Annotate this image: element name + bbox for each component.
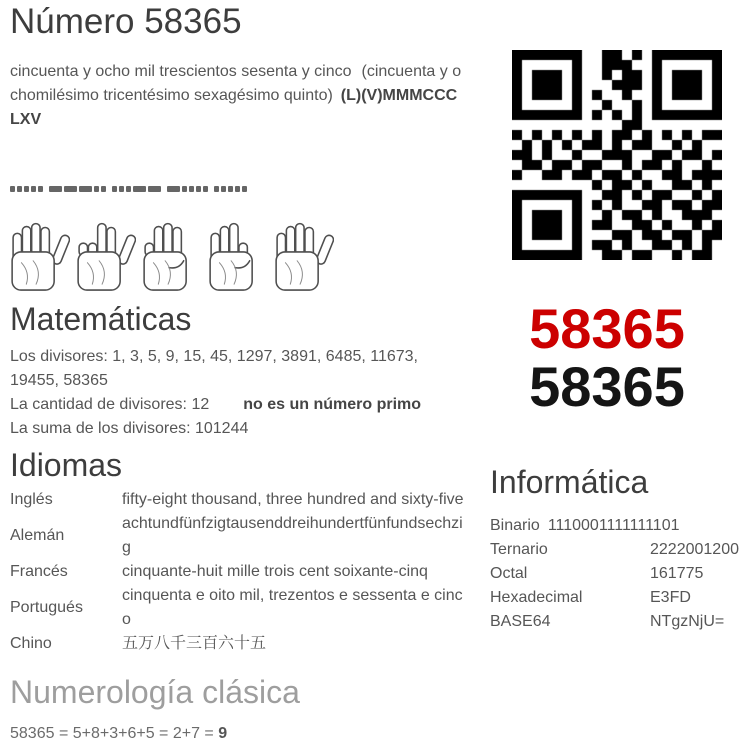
informatica-label: Octal: [490, 565, 528, 582]
language-label: Inglés: [10, 491, 53, 508]
morse-group: [214, 186, 247, 192]
morse-dot: [214, 186, 219, 192]
informatica-value: 161775: [650, 565, 704, 582]
morse-dot: [101, 186, 106, 192]
section-heading-idiomas: Idiomas: [10, 447, 123, 483]
morse-dot: [203, 186, 208, 192]
morse-group: [49, 186, 106, 192]
morse-dot: [242, 186, 247, 192]
informatica-label: BASE64: [490, 613, 551, 630]
morse-dot: [189, 186, 194, 192]
language-row: [10, 560, 472, 584]
section-heading-informatica: Informática: [490, 464, 649, 500]
language-value: cinquenta e oito mil, trezentos e sessenta e cinco: [122, 587, 463, 628]
morse-dot: [126, 186, 131, 192]
language-value: 五万八千三百六十五: [122, 635, 267, 652]
morse-dot: [182, 186, 187, 192]
language-value: achtundfünfzigtausenddreihundertfünfundsechzig: [122, 515, 463, 556]
qr-code: [512, 50, 722, 260]
languages-table: [10, 488, 472, 656]
cardinal-text: cincuenta y ocho mil trescientos sesenta y cinco: [10, 63, 352, 80]
language-value: fifty-eight thousand, three hundred and sixty-five: [122, 491, 464, 508]
morse-dash: [133, 186, 146, 192]
informatica-value: 2222001200: [650, 541, 739, 558]
morse-dot: [119, 186, 124, 192]
morse-group: [112, 186, 161, 192]
morse-dash: [49, 186, 62, 192]
morse-dot: [221, 186, 226, 192]
number-description: [10, 60, 465, 132]
number-red: 58365: [529, 297, 685, 360]
morse-dash: [79, 186, 92, 192]
divisor-count-text: [10, 393, 472, 417]
informatica-label: Hexadecimal: [490, 589, 583, 606]
language-label: Francés: [10, 563, 68, 580]
language-row: [10, 584, 472, 632]
morse-dot: [112, 186, 117, 192]
informatica-label: Binario: [490, 517, 540, 534]
section-heading-numerologia: Numerología clásica: [10, 674, 300, 710]
divisors-text: Los divisores: 1, 3, 5, 9, 15, 45, 1297, 3891, 6485, 11673, 19455, 58365: [10, 348, 418, 389]
divisor-sum-text: La suma de los divisores: 101244: [10, 420, 249, 437]
informatica-row: [490, 562, 740, 586]
morse-dot: [31, 186, 36, 192]
language-row: [10, 632, 472, 656]
informatica-row: [490, 586, 740, 610]
hand-sign-5-icon: [8, 207, 70, 293]
not-prime-text: no es un número primo: [243, 396, 422, 413]
morse-dot: [196, 186, 201, 192]
morse-code: [10, 186, 247, 192]
morse-dot: [10, 186, 15, 192]
informatica-table: [490, 514, 740, 634]
morse-dash: [64, 186, 77, 192]
language-label: Portugués: [10, 599, 83, 616]
ordinal-text: (cincuenta y ochomilésimo tricentésimo sexagésimo quinto): [10, 63, 462, 104]
morse-dot: [38, 186, 43, 192]
page-title: Número 58365: [10, 2, 242, 41]
hand-sign-8-icon: [74, 207, 136, 293]
informatica-row: [490, 514, 740, 538]
morse-dash: [148, 186, 161, 192]
informatica-value: 1110001111111101: [547, 517, 680, 534]
language-value: cinquante-huit mille trois cent soixante-cinq: [122, 563, 428, 580]
morse-group: [167, 186, 208, 192]
informatica-row: [490, 610, 740, 634]
language-label: Chino: [10, 635, 52, 652]
informatica-label: Ternario: [490, 541, 548, 558]
roman-numeral: (L)(V)MMMCCCLXV: [10, 87, 458, 128]
morse-dot: [228, 186, 233, 192]
language-row: [10, 488, 472, 512]
numerology-formula: [10, 722, 227, 746]
morse-dot: [24, 186, 29, 192]
morse-dot: [17, 186, 22, 192]
morse-dot: [94, 186, 99, 192]
hand-sign-5-icon: [272, 207, 334, 293]
numerology-result: 9: [218, 725, 228, 742]
section-heading-matematicas: Matemáticas: [10, 301, 192, 337]
finger-count-hands: [8, 207, 334, 293]
numerology-formula-prefix: 58365 = 5+8+3+6+5 = 2+7 =: [10, 725, 219, 742]
divisor-count-value: La cantidad de divisores: 12: [10, 396, 210, 413]
morse-dash: [167, 186, 180, 192]
hand-sign-3-icon: [140, 207, 202, 293]
informatica-row: [490, 538, 740, 562]
hand-sign-6-icon: [206, 207, 268, 293]
big-numbers: [490, 297, 724, 418]
informatica-value: NTgzNjU=: [650, 613, 725, 630]
informatica-value: E3FD: [650, 589, 691, 606]
language-label: Alemán: [10, 527, 65, 544]
morse-dot: [235, 186, 240, 192]
morse-group: [10, 186, 43, 192]
number-black: 58365: [529, 355, 685, 418]
language-row: [10, 512, 472, 560]
